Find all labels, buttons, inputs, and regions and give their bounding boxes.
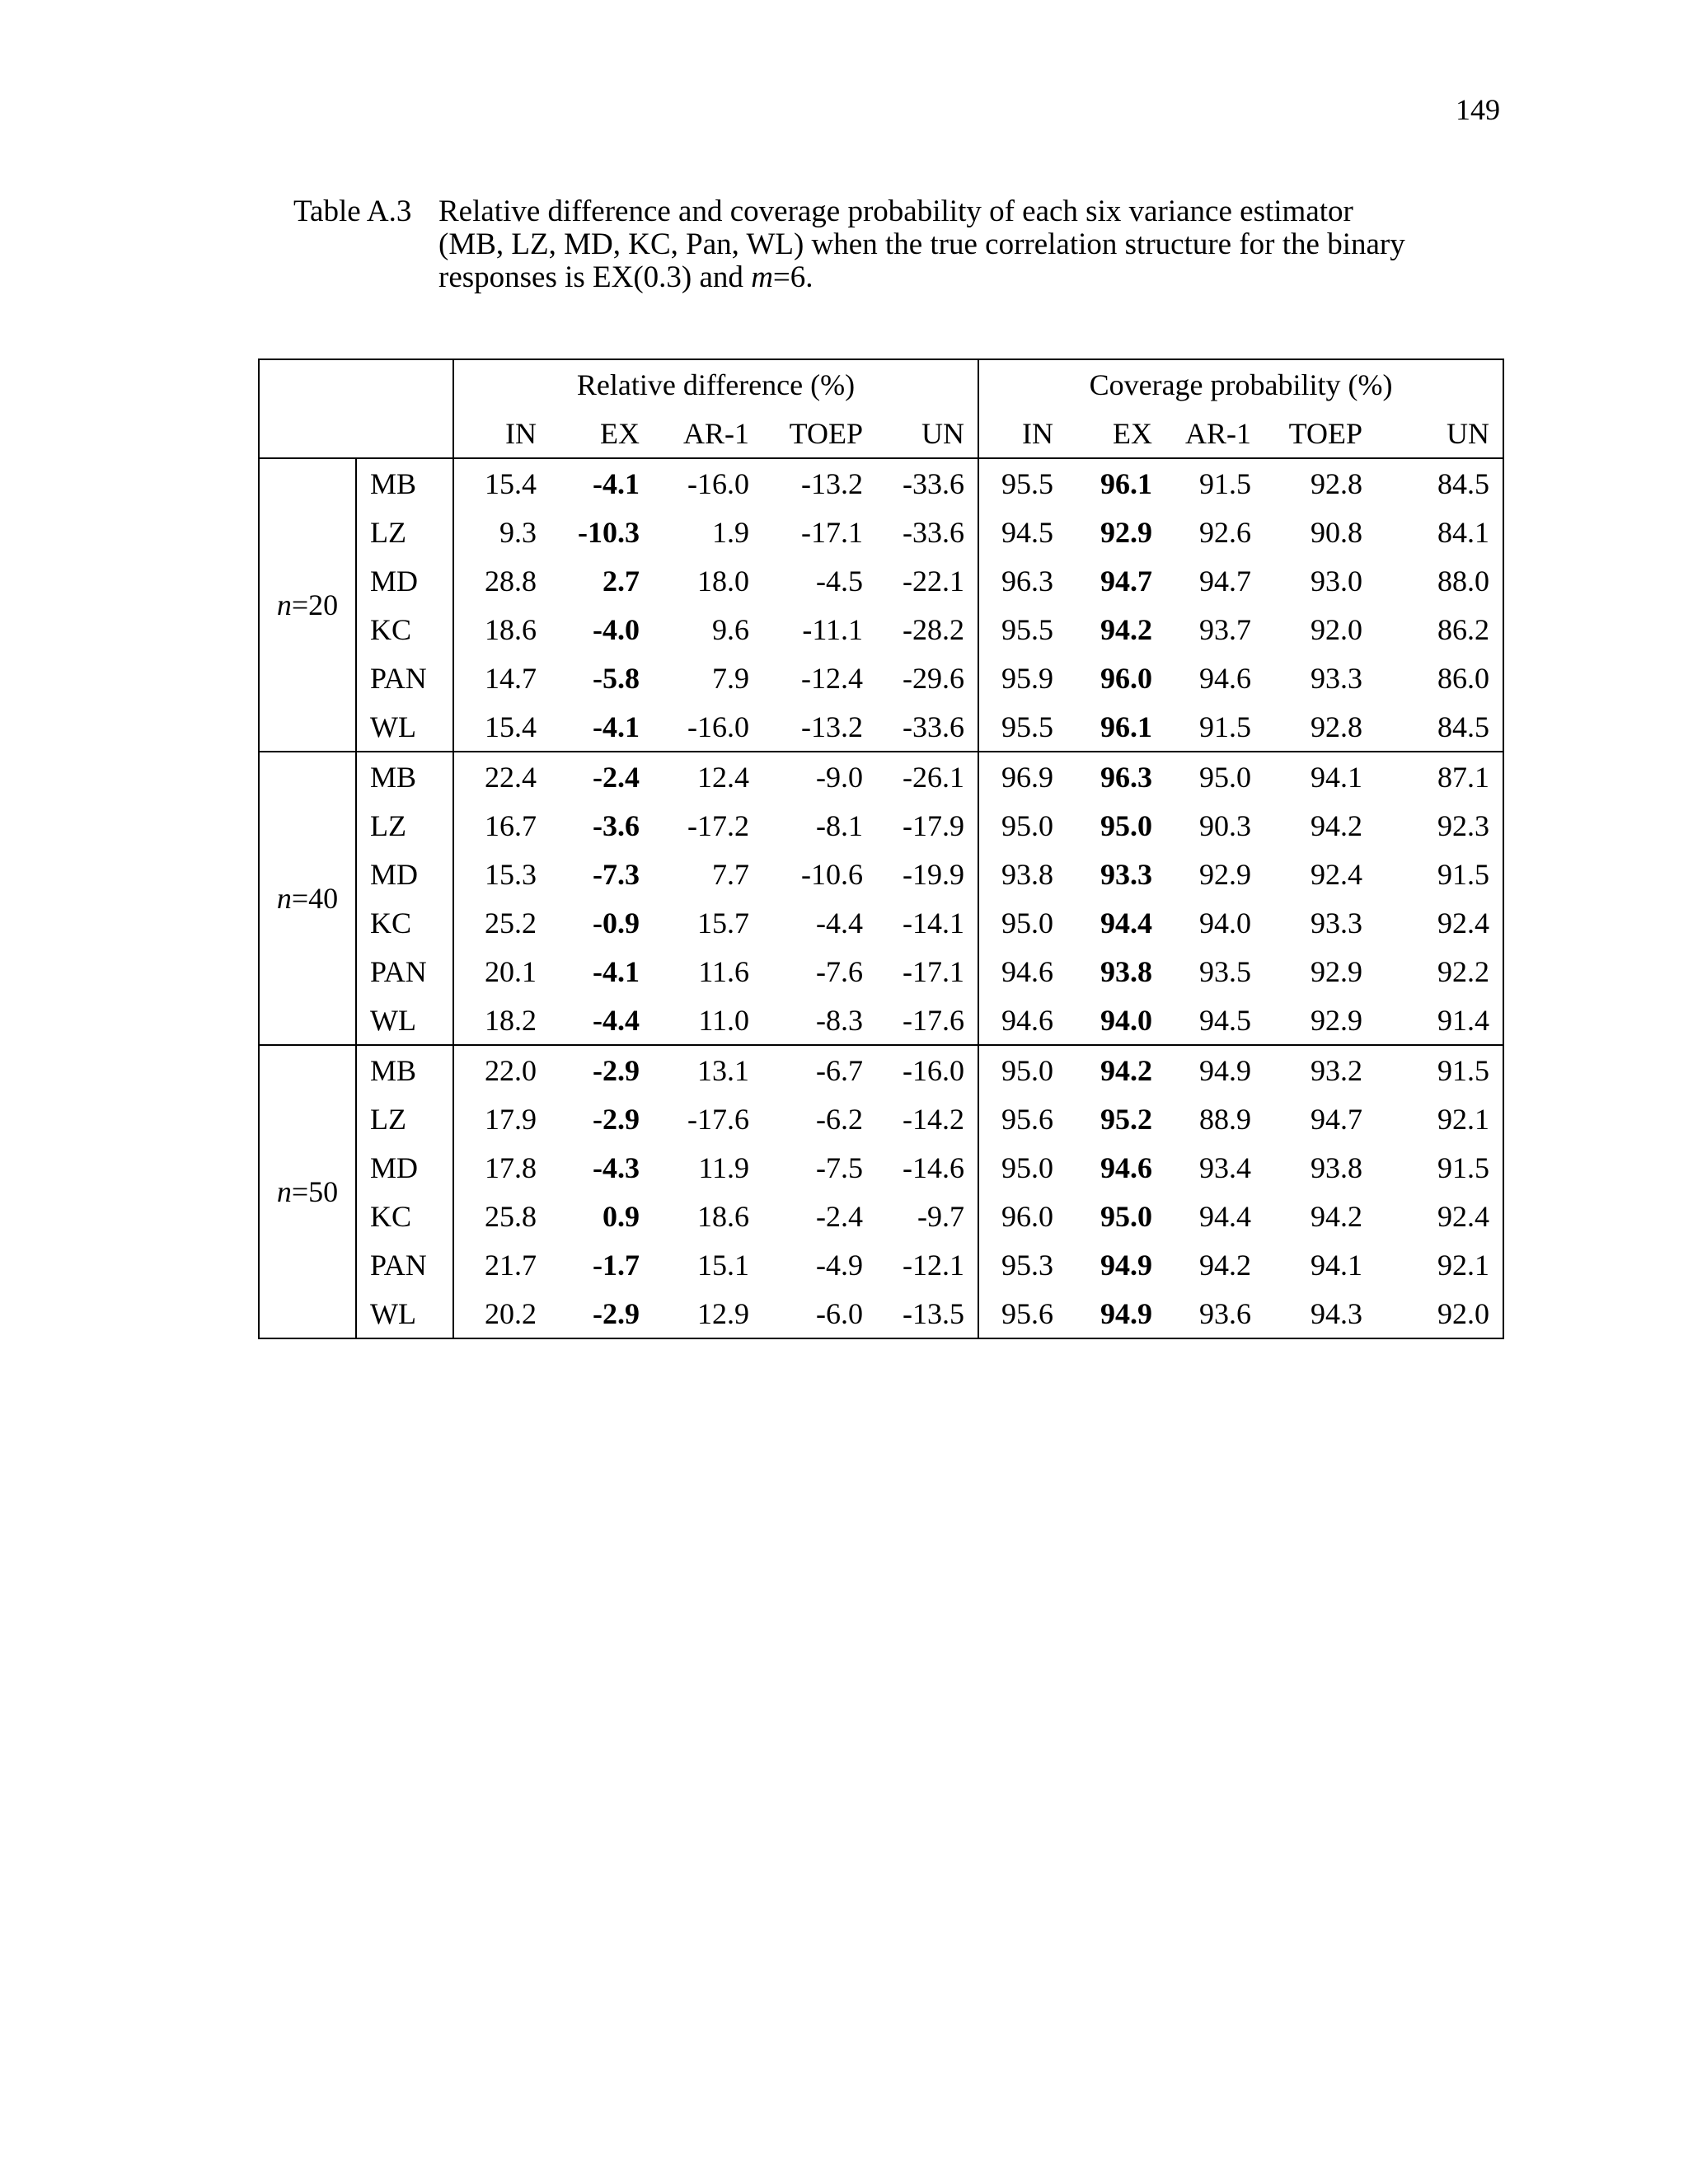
table-cell: -17.2 (687, 808, 749, 842)
table-cell: 21.7 (485, 1248, 537, 1282)
estimator-label: MD (356, 556, 453, 605)
table-cell: 94.7 (1199, 564, 1252, 598)
table-cell: -4.5 (816, 564, 863, 598)
table-cell: 93.8 (1001, 857, 1054, 891)
table-body (259, 458, 1503, 1338)
table-cell: 94.6 (978, 996, 1067, 1045)
table-cell: -14.1 (876, 898, 978, 947)
caption-text-main: Relative difference and coverage probability of each six variance estimator (MB, LZ, MD, KC, Pan, WL) when the true correlation structure for the binary responses is EX(0.3) and (438, 194, 1405, 294)
table-row (259, 1192, 1503, 1240)
table-cell: 93.7 (1199, 612, 1252, 646)
table-cell: 96.0 (1001, 1199, 1054, 1233)
table-cell: -4.1 (550, 702, 653, 752)
estimator-label: KC (356, 1192, 453, 1240)
sample-size-variable: n (276, 1175, 292, 1208)
column-header: EX (550, 409, 653, 458)
caption-text-end: =6. (772, 260, 814, 294)
table-cell: 93.0 (1311, 564, 1363, 598)
table-cell: 95.5 (1001, 466, 1054, 500)
column-header: TOEP (762, 409, 876, 458)
estimator-label: MB (356, 1045, 453, 1094)
table-cell: -28.2 (876, 605, 978, 654)
table-row (259, 605, 1503, 654)
caption-label: Table A.3 (293, 194, 412, 228)
estimator-label: LZ (356, 801, 453, 850)
table-cell: 94.9 (1067, 1289, 1165, 1338)
table-cell: 9.3 (499, 515, 537, 549)
table-cell: 22.0 (485, 1053, 537, 1087)
table-cell: 17.9 (485, 1102, 537, 1136)
estimator-label: PAN (356, 947, 453, 996)
table-cell: -16.0 (687, 466, 749, 500)
table-cell: 95.6 (1001, 1102, 1054, 1136)
table-cell: 12.4 (697, 760, 749, 794)
table-cell: 15.3 (485, 857, 537, 891)
table-cell: 11.6 (698, 954, 749, 988)
table-cell: -4.9 (816, 1248, 863, 1282)
table-cell: 94.7 (1311, 1102, 1363, 1136)
table-cell: 16.7 (485, 808, 537, 842)
table-cell: 95.5 (1001, 612, 1054, 646)
table-cell: -6.7 (816, 1053, 863, 1087)
table-cell: 94.6 (1001, 954, 1054, 988)
table-cell: 93.6 (1165, 1289, 1264, 1338)
table-cell: -4.1 (593, 466, 640, 500)
table-cell: 92.9 (1100, 515, 1153, 549)
table-cell: -12.1 (876, 1240, 978, 1289)
table-cell: 94.9 (1199, 1053, 1252, 1087)
table-cell: 94.0 (1067, 996, 1165, 1045)
estimator-label: WL (356, 1289, 453, 1338)
table-cell: 94.3 (1264, 1289, 1376, 1338)
table-cell: 95.5 (978, 702, 1067, 752)
table-cell: 18.0 (697, 564, 749, 598)
table-cell: 15.4 (485, 466, 537, 500)
table-cell: -14.2 (876, 1094, 978, 1143)
table-row (259, 1143, 1503, 1192)
table-cell: 9.6 (712, 612, 749, 646)
table-cell: -2.9 (550, 1289, 653, 1338)
table-cell: 92.6 (1199, 515, 1252, 549)
table-cell: 95.3 (1001, 1248, 1054, 1282)
table-cell: -9.0 (816, 760, 863, 794)
sample-size-variable: n (276, 882, 292, 915)
sample-size-variable: n (276, 588, 292, 621)
table-cell: 94.0 (1199, 906, 1252, 940)
table-cell: 92.8 (1264, 702, 1376, 752)
table-cell: 12.9 (653, 1289, 762, 1338)
table-cell: 96.1 (1100, 466, 1153, 500)
table-row (259, 898, 1503, 947)
estimator-label: LZ (356, 508, 453, 556)
table-cell: 96.9 (1001, 760, 1054, 794)
relative-difference-header: Relative difference (%) (453, 359, 978, 409)
table-cell: -26.1 (876, 752, 978, 801)
table-cell: -14.6 (876, 1143, 978, 1192)
estimator-label: KC (356, 898, 453, 947)
table-cell: -7.6 (816, 954, 863, 988)
caption-m-variable: m (751, 260, 773, 294)
table-cell: 92.1 (1376, 1240, 1503, 1289)
table-cell: -9.7 (876, 1192, 978, 1240)
table-cell: 96.0 (1100, 661, 1153, 695)
table-cell: -4.4 (816, 906, 863, 940)
column-header: AR-1 (653, 409, 762, 458)
table-cell: -0.9 (593, 906, 640, 940)
table-cell: -4.4 (550, 996, 653, 1045)
sample-size-value: =20 (291, 588, 339, 621)
table-cell: 92.4 (1376, 898, 1503, 947)
table-cell: 93.2 (1311, 1053, 1363, 1087)
table-cell: 90.8 (1311, 515, 1363, 549)
table-row (259, 850, 1503, 898)
table-cell: 20.2 (453, 1289, 550, 1338)
table-cell: 94.2 (1311, 1199, 1363, 1233)
table-cell: -17.1 (801, 515, 863, 549)
table-cell: 94.9 (1100, 1248, 1153, 1282)
table-cell: 7.9 (712, 661, 749, 695)
table-cell: -17.1 (876, 947, 978, 996)
table-cell: 94.7 (1100, 564, 1153, 598)
table-cell: 86.0 (1376, 654, 1503, 702)
table-cell: -7.5 (816, 1151, 863, 1184)
estimator-label: WL (356, 702, 453, 752)
table-cell: 84.1 (1376, 508, 1503, 556)
estimator-label: MB (356, 752, 453, 801)
table-cell: 93.8 (1100, 954, 1153, 988)
header-blank-group-2 (259, 409, 356, 458)
table-cell: 94.6 (1100, 1151, 1153, 1184)
estimator-label: LZ (356, 1094, 453, 1143)
table-cell: -4.0 (593, 612, 640, 646)
table-cell: 95.0 (1199, 760, 1252, 794)
table-cell: -11.1 (802, 612, 863, 646)
table-cell: 93.3 (1311, 906, 1363, 940)
sample-size-value: =40 (291, 882, 339, 915)
table-cell: -7.3 (593, 857, 640, 891)
table-cell: 7.7 (712, 857, 749, 891)
table-cell: 91.5 (1165, 702, 1264, 752)
table-row (259, 1094, 1503, 1143)
estimator-label: MD (356, 1143, 453, 1192)
table-cell: 20.1 (485, 954, 537, 988)
estimator-label: KC (356, 605, 453, 654)
table-cell: 94.5 (1165, 996, 1264, 1045)
table-cell: 25.2 (485, 906, 537, 940)
table-cell: 84.5 (1376, 702, 1503, 752)
table-cell: 94.4 (1100, 906, 1153, 940)
table-cell: 94.2 (1100, 612, 1153, 646)
header-blank-estimator (356, 359, 453, 409)
table-row (259, 458, 1503, 508)
page-number: 149 (1456, 93, 1500, 126)
column-header: AR-1 (1165, 409, 1264, 458)
table-cell: -16.0 (653, 702, 762, 752)
table-cell: -17.9 (876, 801, 978, 850)
table-cell: 18.6 (697, 1199, 749, 1233)
table-cell: 94.2 (1100, 1053, 1153, 1087)
column-header: EX (1067, 409, 1165, 458)
table-cell: -17.6 (687, 1102, 749, 1136)
table-cell: 88.9 (1199, 1102, 1252, 1136)
table-cell: -10.3 (578, 515, 640, 549)
header-blank-estimator-2 (356, 409, 453, 458)
table-cell: -19.9 (876, 850, 978, 898)
table-cell: -4.3 (593, 1151, 640, 1184)
table-cell: 18.6 (485, 612, 537, 646)
table-cell: -22.1 (876, 556, 978, 605)
table-cell: -4.1 (593, 954, 640, 988)
table-row (259, 947, 1503, 996)
table-cell: -8.3 (762, 996, 876, 1045)
table-cell: 84.5 (1376, 458, 1503, 508)
table-cell: 91.4 (1376, 996, 1503, 1045)
table-cell: -10.6 (801, 857, 863, 891)
estimator-label: MB (356, 458, 453, 508)
table-row (259, 1240, 1503, 1289)
table-cell: -29.6 (876, 654, 978, 702)
table-cell: 94.5 (1001, 515, 1054, 549)
table-cell: 86.2 (1376, 605, 1503, 654)
table-row (259, 996, 1503, 1045)
table-caption (293, 195, 1447, 294)
table-cell: 15.7 (697, 906, 749, 940)
table-cell: 14.7 (485, 661, 537, 695)
header-blank-group (259, 359, 356, 409)
table-cell: -2.4 (593, 760, 640, 794)
table-cell: 92.9 (1264, 996, 1376, 1045)
table-cell: 91.5 (1199, 466, 1252, 500)
table-cell: 92.1 (1376, 1094, 1503, 1143)
table-cell: -6.0 (762, 1289, 876, 1338)
table-row (259, 654, 1503, 702)
table-row (259, 702, 1503, 752)
table-cell: 1.9 (712, 515, 749, 549)
table-cell: 94.6 (1199, 661, 1252, 695)
table-cell: -12.4 (801, 661, 863, 695)
results-table (258, 359, 1504, 1339)
table-cell: 92.0 (1376, 1289, 1503, 1338)
table-cell: 95.0 (1100, 808, 1153, 842)
table-cell: 2.7 (603, 564, 640, 598)
table-cell: 13.1 (697, 1053, 749, 1087)
caption-text (438, 195, 1419, 294)
table-cell: 15.4 (453, 702, 550, 752)
table-cell: 93.5 (1199, 954, 1252, 988)
table-cell: -17.6 (876, 996, 978, 1045)
table-cell: 95.0 (1001, 1151, 1054, 1184)
table-cell: 92.4 (1376, 1192, 1503, 1240)
table-cell: 94.1 (1311, 760, 1363, 794)
estimator-label: PAN (356, 654, 453, 702)
table-cell: -16.0 (876, 1045, 978, 1094)
table-cell: -6.2 (816, 1102, 863, 1136)
table-cell: -2.9 (593, 1053, 640, 1087)
table-cell: 25.8 (485, 1199, 537, 1233)
table-cell: 94.2 (1311, 808, 1363, 842)
table-cell: -5.8 (593, 661, 640, 695)
table-cell: 15.1 (697, 1248, 749, 1282)
table-cell: -2.4 (816, 1199, 863, 1233)
column-header: IN (453, 409, 550, 458)
table-cell: 87.1 (1376, 752, 1503, 801)
table-cell: 93.3 (1100, 857, 1153, 891)
table-cell: 17.8 (485, 1151, 537, 1184)
table-cell: 22.4 (485, 760, 537, 794)
table-cell: -8.1 (816, 808, 863, 842)
table-row (259, 556, 1503, 605)
table-cell: 11.0 (653, 996, 762, 1045)
table-cell: 94.2 (1199, 1248, 1252, 1282)
table-cell: -2.9 (593, 1102, 640, 1136)
table-cell: 94.4 (1199, 1199, 1252, 1233)
table-cell: 95.0 (1001, 906, 1054, 940)
table-cell: 93.3 (1311, 661, 1363, 695)
table-cell: 92.4 (1311, 857, 1363, 891)
column-header: UN (1376, 409, 1503, 458)
table-cell: -33.6 (876, 508, 978, 556)
table-cell: 93.8 (1311, 1151, 1363, 1184)
table-cell: -13.2 (801, 466, 863, 500)
table-row (259, 1289, 1503, 1338)
table-cell: 18.2 (453, 996, 550, 1045)
table-cell: 0.9 (603, 1199, 640, 1233)
column-header: IN (978, 409, 1067, 458)
table-cell: 92.9 (1199, 857, 1252, 891)
table-cell: 94.1 (1311, 1248, 1363, 1282)
table-row (259, 508, 1503, 556)
sample-size-label (259, 458, 356, 752)
column-header: TOEP (1264, 409, 1376, 458)
column-header: UN (876, 409, 978, 458)
table-cell: 92.3 (1376, 801, 1503, 850)
table-cell: 96.3 (1001, 564, 1054, 598)
table-cell: -1.7 (593, 1248, 640, 1282)
table-cell: 95.0 (1100, 1199, 1153, 1233)
table-cell: 91.5 (1376, 1143, 1503, 1192)
sample-size-label (259, 752, 356, 1045)
table-row (259, 1045, 1503, 1094)
table-cell: 91.5 (1376, 850, 1503, 898)
table-cell: 28.8 (485, 564, 537, 598)
table-cell: 11.9 (698, 1151, 749, 1184)
sample-size-label (259, 1045, 356, 1338)
sample-size-value: =50 (291, 1175, 339, 1208)
table-row (259, 752, 1503, 801)
table-cell: 92.0 (1311, 612, 1363, 646)
table-cell: -33.6 (876, 458, 978, 508)
group-header-row (259, 359, 1503, 409)
table-cell: 93.4 (1199, 1151, 1252, 1184)
table-cell: 92.8 (1311, 466, 1363, 500)
table-cell: 92.9 (1311, 954, 1363, 988)
table-cell: -13.5 (876, 1289, 978, 1338)
estimator-label: WL (356, 996, 453, 1045)
table-cell: 92.2 (1376, 947, 1503, 996)
table-cell: 96.3 (1100, 760, 1153, 794)
table-cell: 95.2 (1100, 1102, 1153, 1136)
table-cell: 95.6 (978, 1289, 1067, 1338)
table-row (259, 801, 1503, 850)
table-cell: 95.9 (1001, 661, 1054, 695)
table-cell: 91.5 (1376, 1045, 1503, 1094)
column-header-row (259, 409, 1503, 458)
estimator-label: PAN (356, 1240, 453, 1289)
table-cell: 95.0 (1001, 808, 1054, 842)
table-cell: -13.2 (762, 702, 876, 752)
table-cell: 90.3 (1199, 808, 1252, 842)
coverage-probability-header: Coverage probability (%) (978, 359, 1503, 409)
table-cell: -3.6 (593, 808, 640, 842)
estimator-label: MD (356, 850, 453, 898)
table-cell: -33.6 (876, 702, 978, 752)
table-cell: 95.0 (1001, 1053, 1054, 1087)
table-cell: 88.0 (1376, 556, 1503, 605)
table-cell: 96.1 (1067, 702, 1165, 752)
